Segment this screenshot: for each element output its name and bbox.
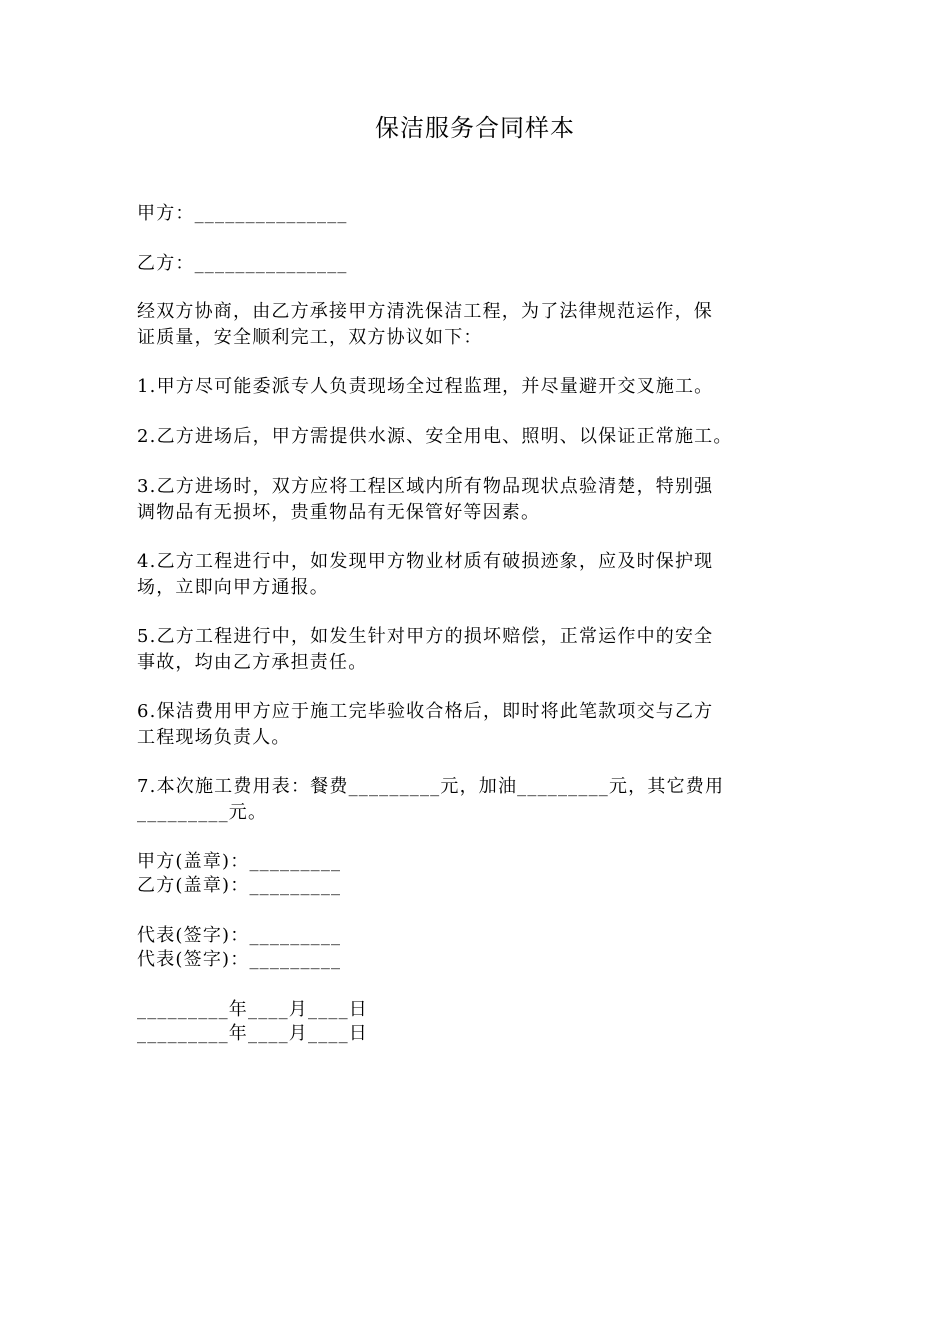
clause-5-line-1: 5.乙方工程进行中，如发生针对甲方的损坏赔偿，正常运作中的安全 [137,626,714,647]
clause-5 [137,624,817,676]
date-line-2: _________年____月____日 [137,1023,368,1044]
clause-6-line-1: 6.保洁费用甲方应于施工完毕验收合格后，即时将此笔款项交与乙方 [137,701,714,722]
party-a-field: 甲方：_______________ [137,203,348,224]
clause-4-line-1: 4.乙方工程进行中，如发现甲方物业材质有破损迹象，应及时保护现 [137,551,714,572]
document-title: 保洁服务合同样本 [375,114,575,142]
clause-5-line-2: 事故，均由乙方承担责任。 [137,652,368,673]
clause-3-line-1: 3.乙方进场时，双方应将工程区域内所有物品现状点验清楚，特别强 [137,476,714,497]
clause-6-line-2: 工程现场负责人。 [137,727,291,748]
party-a-seal-line: 甲方(盖章)：_________ [137,851,342,872]
clause-3 [137,474,817,526]
clause-6 [137,699,817,751]
clause-7-line-1: 7.本次施工费用表：餐费_________元，加油_________元，其它费用 [137,776,725,797]
clause-2: 2.乙方进场后，甲方需提供水源、安全用电、照明、以保证正常施工。 [137,426,733,447]
clause-3-line-2: 调物品有无损坏，贵重物品有无保管好等因素。 [137,502,541,523]
intro-line-1: 经双方协商，由乙方承接甲方清洗保洁工程，为了法律规范运作，保 [137,301,713,322]
clause-7-line-2: _________元。 [137,802,268,823]
intro-line-2: 证质量，安全顺利完工，双方协议如下： [137,327,483,348]
clause-4 [137,549,817,601]
party-b-seal-line: 乙方(盖章)：_________ [137,875,342,896]
intro-paragraph [137,299,817,351]
party-b-field: 乙方：_______________ [137,253,348,274]
clause-7-fee-table [137,774,817,826]
clause-4-line-2: 场，立即向甲方通报。 [137,577,329,598]
date-line-1: _________年____月____日 [137,999,368,1020]
representative-signature-1: 代表(签字)：_________ [137,925,342,946]
clause-1: 1.甲方尽可能委派专人负责现场全过程监理，并尽量避开交叉施工。 [137,376,714,397]
representative-signature-2: 代表(签字)：_________ [137,949,342,970]
